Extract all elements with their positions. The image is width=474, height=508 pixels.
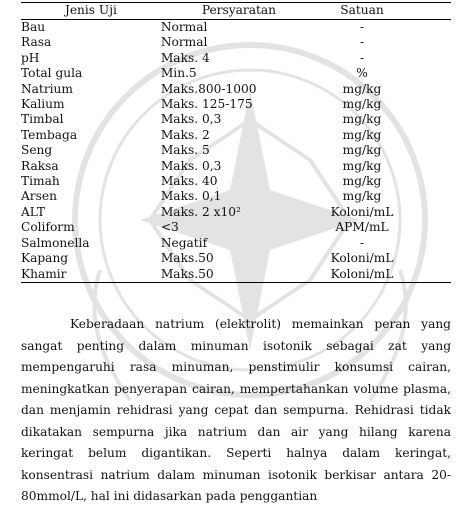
- cell-satuan: -: [359, 235, 365, 250]
- cell-jenis-uji: Coliform: [21, 220, 75, 235]
- cell-jenis-uji: Kapang: [21, 251, 69, 266]
- cell-jenis-uji: Tembaga: [21, 127, 78, 142]
- table-row: [21, 189, 451, 204]
- header-jenis-uji: Jenis Uji: [64, 3, 117, 18]
- cell-persyaratan: Min.5: [160, 66, 197, 81]
- cell-jenis-uji: ALT: [21, 204, 46, 219]
- cell-satuan: mg/kg: [342, 143, 382, 158]
- cell-satuan: mg/kg: [342, 97, 382, 112]
- table-row: [21, 66, 451, 81]
- cell-persyaratan: Maks. 4: [160, 50, 210, 65]
- cell-persyaratan: Maks. 0,3: [160, 158, 222, 173]
- table-row: [21, 205, 451, 220]
- cell-satuan: mg/kg: [342, 81, 382, 96]
- header-persyaratan: Persyaratan: [201, 3, 277, 18]
- cell-persyaratan: Normal: [160, 20, 208, 34]
- cell-jenis-uji: Arsen: [21, 189, 57, 204]
- cell-jenis-uji: Total gula: [21, 66, 83, 81]
- table-row: [21, 112, 451, 127]
- cell-persyaratan: Maks. 125-175: [160, 97, 253, 112]
- cell-satuan: -: [359, 35, 365, 50]
- cell-persyaratan: Maks. 0,1: [160, 189, 222, 204]
- cell-satuan: mg/kg: [342, 158, 382, 173]
- cell-persyaratan: Negatif: [160, 235, 208, 250]
- table-row: [21, 97, 451, 112]
- table-row: [21, 220, 451, 235]
- cell-persyaratan: Maks. 40: [160, 174, 218, 189]
- cell-persyaratan: Maks.50: [160, 251, 214, 266]
- table-row: [21, 35, 451, 50]
- table-row: [21, 267, 451, 283]
- cell-jenis-uji: Bau: [21, 20, 46, 34]
- cell-persyaratan: Maks.800-1000: [160, 81, 257, 96]
- cell-persyaratan: Maks.50: [160, 266, 214, 281]
- cell-persyaratan: Maks. 5: [160, 143, 210, 158]
- table-row: [21, 174, 451, 189]
- table-row: [21, 51, 451, 66]
- cell-satuan: %: [356, 66, 368, 81]
- paragraph-text: Keberadaan natrium (elektrolit) memainkan peran yang sangat penting dalam minuman isotonik sebagai zat yang mempengaruhi rasa minuman, penstimulir konsumsi cairan, meningkatkan penyerapan cairan, mempertahankan volume plasma, dan menjamin rehidrasi yang cepat dan sempurna. Rehidrasi tidak dikatakan sempurna jika natrium dan air yang hilang karena keringat belum digantikan. Seperti halnya dalam keringat, konsentrasi natrium dalam minuman isotonik berkisar antara 20-80mmol/L, hal ini didasarkan pada penggantian: [21, 317, 451, 503]
- cell-satuan: mg/kg: [342, 189, 382, 204]
- cell-satuan: Koloni/mL: [330, 204, 394, 219]
- cell-satuan: Koloni/mL: [330, 266, 394, 281]
- cell-jenis-uji: Timbal: [21, 112, 64, 127]
- cell-persyaratan: Maks. 2 x10²: [160, 204, 241, 219]
- cell-satuan: mg/kg: [342, 112, 382, 127]
- cell-jenis-uji: Timah: [21, 174, 60, 189]
- table-row: [21, 159, 451, 174]
- cell-jenis-uji: Natrium: [21, 81, 73, 96]
- cell-satuan: -: [359, 50, 365, 65]
- spec-table: [21, 2, 451, 283]
- cell-jenis-uji: Raksa: [21, 158, 59, 173]
- cell-persyaratan: Maks. 2: [160, 127, 210, 142]
- header-satuan: Satuan: [340, 3, 384, 18]
- table-row: [21, 82, 451, 97]
- table-row: [21, 20, 451, 36]
- cell-satuan: -: [359, 20, 365, 34]
- cell-jenis-uji: Khamir: [21, 266, 67, 281]
- cell-jenis-uji: Rasa: [21, 35, 52, 50]
- cell-jenis-uji: Salmonella: [21, 235, 90, 250]
- table-row: [21, 251, 451, 266]
- table-header-row: [21, 3, 451, 20]
- table-row: [21, 143, 451, 158]
- cell-satuan: mg/kg: [342, 174, 382, 189]
- cell-satuan: mg/kg: [342, 127, 382, 142]
- cell-jenis-uji: Seng: [21, 143, 53, 158]
- cell-jenis-uji: pH: [21, 50, 40, 65]
- table-row: [21, 128, 451, 143]
- cell-persyaratan: <3: [160, 220, 179, 235]
- body-paragraph: [21, 314, 451, 508]
- cell-jenis-uji: Kalium: [21, 97, 65, 112]
- cell-persyaratan: Maks. 0,3: [160, 112, 222, 127]
- cell-persyaratan: Normal: [160, 35, 208, 50]
- cell-satuan: APM/mL: [335, 220, 389, 235]
- table-row: [21, 236, 451, 251]
- cell-satuan: Koloni/mL: [330, 251, 394, 266]
